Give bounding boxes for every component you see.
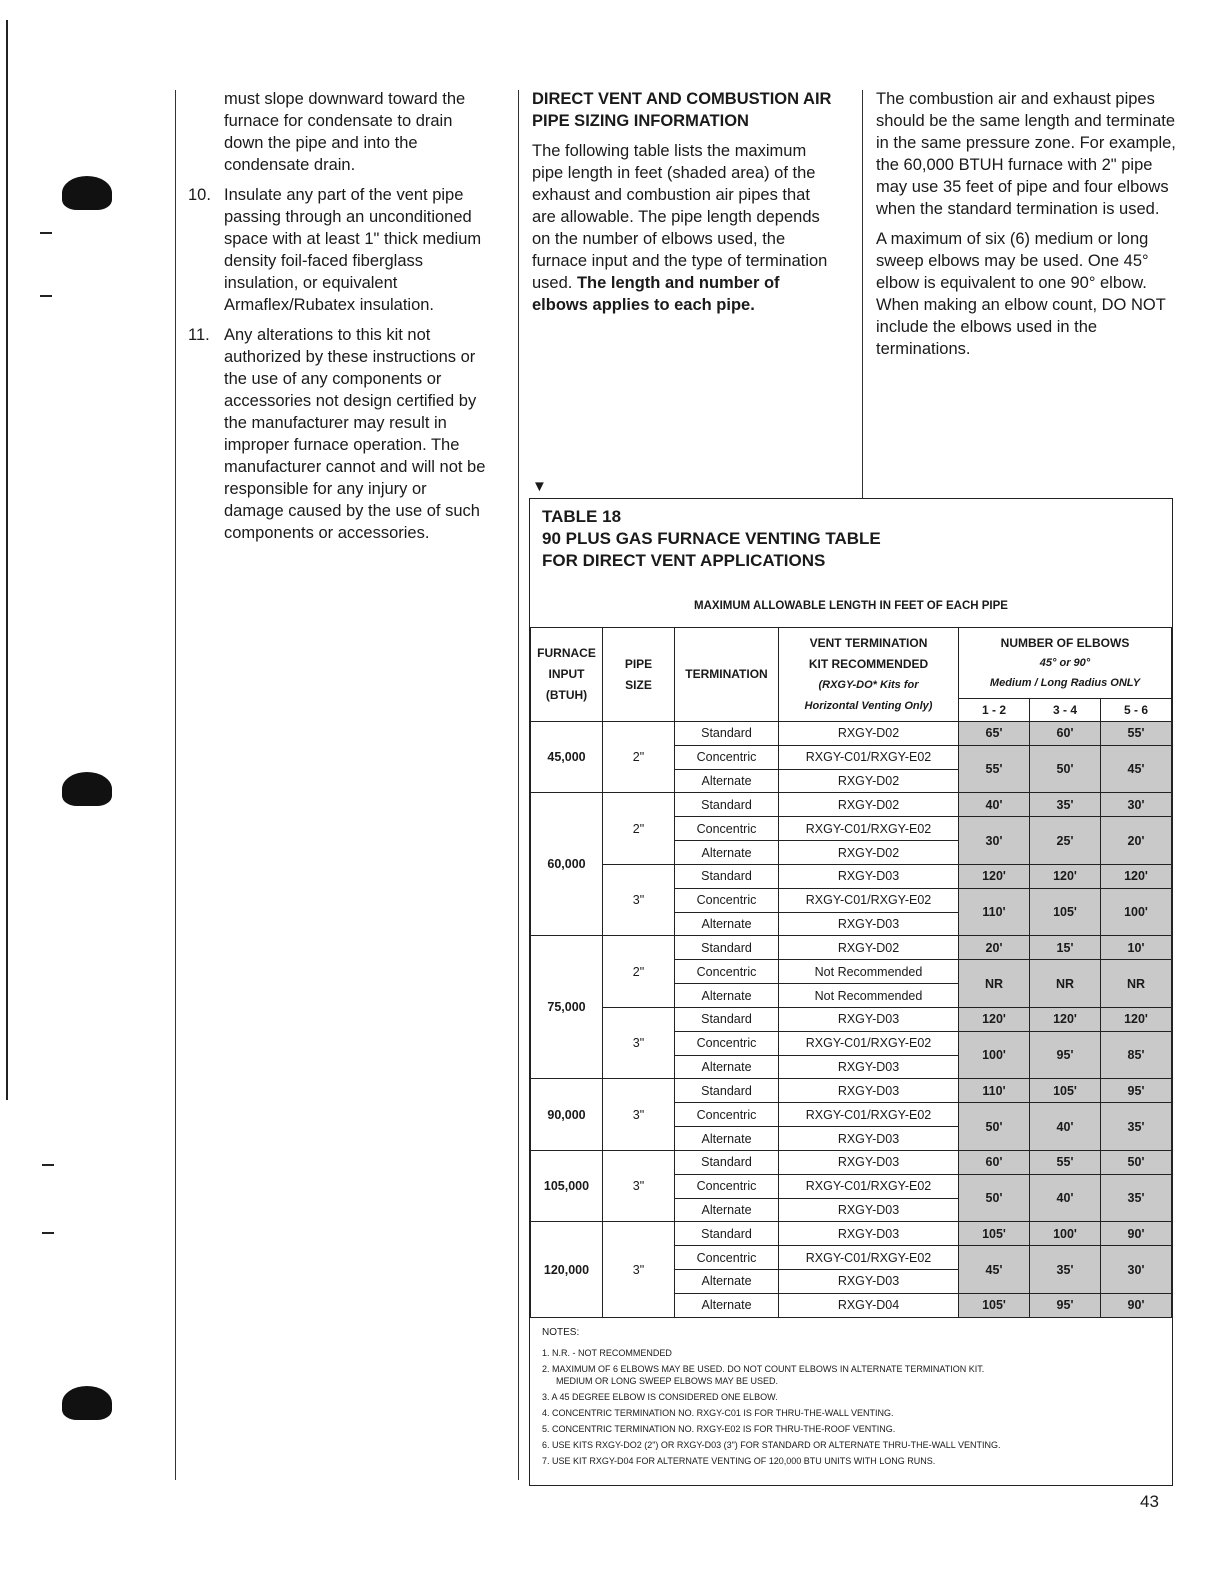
list-item: [188, 184, 486, 316]
termination-cell: Standard: [674, 792, 779, 817]
kit-cell: RXGY-D03: [778, 1055, 959, 1080]
kit-cell: Not Recommended: [778, 959, 959, 984]
elbow-length-value: 110': [958, 888, 1030, 937]
termination-cell: Concentric: [674, 888, 779, 913]
pipe-size-cell: 3": [602, 864, 675, 936]
termination-cell: Alternate: [674, 983, 779, 1008]
termination-cell: Concentric: [674, 816, 779, 841]
elbow-length-value: 105': [1029, 1078, 1101, 1103]
column-rule-left: [175, 90, 176, 1480]
elbow-length-value: 35': [1029, 792, 1101, 817]
elbow-length-value: 20': [958, 935, 1030, 960]
header-line: KIT RECOMMENDED: [808, 656, 929, 671]
header-elbow-range: 5 - 6: [1100, 698, 1172, 722]
elbow-length-value: 85': [1100, 1031, 1172, 1080]
header-line: NUMBER OF ELBOWS: [1000, 636, 1130, 650]
termination-cell: Concentric: [674, 1102, 779, 1127]
header-furnace-input: [530, 627, 603, 722]
page-number: 43: [1140, 1492, 1159, 1511]
note-item: 1. N.R. - NOT RECOMMENDED: [542, 1348, 672, 1358]
termination-cell: Concentric: [674, 959, 779, 984]
note-item: 5. CONCENTRIC TERMINATION NO. RXGY-E02 IS FOR THRU-THE-ROOF VENTING.: [542, 1424, 896, 1434]
right-paragraph-1: The combustion air and exhaust pipes should be the same length and terminate in the same pressure zone. For example, the 60,000 BTUH furnace with 2" pipe may use 35 feet of pipe and four elbows when the standard termination is used.: [876, 90, 1176, 218]
kit-cell: RXGY-C01/RXGY-E02: [778, 888, 959, 913]
termination-cell: Alternate: [674, 1269, 779, 1294]
right-column: [876, 88, 1176, 368]
header-line: TERMINATION: [685, 667, 768, 681]
scan-tick-mark: [42, 1232, 54, 1234]
list-text: Insulate any part of the vent pipe passing through an unconditioned space with at least 1" thick medium density foil-faced fiberglass insulation, or equivalent Armaflex/Rubatex insulation.: [224, 186, 482, 314]
elbow-length-value: 120': [1100, 864, 1172, 889]
header-line: PIPE: [624, 656, 653, 671]
termination-cell: Standard: [674, 1221, 779, 1246]
list-text: Any alterations to this kit not authorized by these instructions or the use of any components or accessories not design certified by the manufacturer may result in improper furnace operation. The manufacturer cannot and will not be responsible for any injury or damage caused by the use of such components or accessories.: [224, 326, 486, 542]
furnace-input-cell: 105,000: [530, 1150, 603, 1222]
elbow-length-value: 120': [1100, 1007, 1172, 1032]
scan-tick-mark: [42, 1164, 54, 1166]
elbow-length-value: 40': [958, 792, 1030, 817]
termination-cell: Alternate: [674, 912, 779, 937]
note-item: 3. A 45 DEGREE ELBOW IS CONSIDERED ONE ELBOW.: [542, 1392, 778, 1402]
elbow-length-value: 110': [958, 1078, 1030, 1103]
kit-cell: RXGY-D02: [778, 792, 959, 817]
elbow-length-value: 25': [1029, 816, 1101, 865]
elbow-length-value: 45': [1100, 745, 1172, 794]
note-item: 4. CONCENTRIC TERMINATION NO. RXGY-C01 IS FOR THRU-THE-WALL VENTING.: [542, 1408, 894, 1418]
elbow-length-value: 55': [958, 745, 1030, 794]
header-line: (RXGY-DO* Kits for: [818, 678, 919, 691]
termination-cell: Concentric: [674, 745, 779, 770]
kit-cell: RXGY-D03: [778, 1150, 959, 1175]
column-rule-middle: [518, 90, 519, 1480]
kit-cell: RXGY-D03: [778, 1221, 959, 1246]
elbow-length-value: 120': [958, 1007, 1030, 1032]
kit-cell: RXGY-D03: [778, 1269, 959, 1294]
pipe-size-cell: 3": [602, 1221, 675, 1317]
elbow-length-value: 50': [1100, 1150, 1172, 1175]
termination-cell: Alternate: [674, 769, 779, 794]
list-number: 11.: [188, 326, 210, 344]
termination-cell: Concentric: [674, 1174, 779, 1199]
elbow-length-value: 45': [958, 1245, 1030, 1294]
termination-cell: Concentric: [674, 1031, 779, 1056]
kit-cell: Not Recommended: [778, 983, 959, 1008]
elbow-length-value: NR: [1100, 959, 1172, 1008]
kit-cell: RXGY-D03: [778, 864, 959, 889]
note-item: 7. USE KIT RXGY-D04 FOR ALTERNATE VENTING OF 120,000 BTU UNITS WITH LONG RUNS.: [542, 1456, 936, 1466]
note-item: MEDIUM OR LONG SWEEP ELBOWS MAY BE USED.: [556, 1376, 779, 1386]
middle-column: [532, 88, 832, 316]
elbow-length-value: 120': [958, 864, 1030, 889]
furnace-input-cell: 60,000: [530, 792, 603, 936]
table-number: TABLE 18: [542, 507, 622, 526]
kit-cell: RXGY-D03: [778, 912, 959, 937]
pipe-size-cell: 3": [602, 1007, 675, 1079]
header-elbows: [958, 627, 1172, 699]
header-line: FURNACE: [537, 646, 596, 660]
table-notes: [542, 1327, 1162, 1471]
note-item: 2. MAXIMUM OF 6 ELBOWS MAY BE USED. DO NOT COUNT ELBOWS IN ALTERNATE TERMINATION KIT.: [542, 1364, 985, 1374]
elbow-length-value: 50': [958, 1102, 1030, 1151]
elbow-length-value: 35': [1100, 1174, 1172, 1223]
intro-paragraph: must slope downward toward the furnace for condensate to drain down the pipe and into the condensate drain.: [224, 90, 466, 174]
elbow-length-value: 95': [1029, 1031, 1101, 1080]
elbow-length-value: 100': [958, 1031, 1030, 1080]
termination-cell: Alternate: [674, 840, 779, 865]
elbow-length-value: NR: [1029, 959, 1101, 1008]
kit-cell: RXGY-D03: [778, 1007, 959, 1032]
header-line: INPUT: [548, 667, 585, 681]
elbow-length-value: 30': [1100, 1245, 1172, 1294]
kit-cell: RXGY-C01/RXGY-E02: [778, 816, 959, 841]
kit-cell: RXGY-D02: [778, 769, 959, 794]
pipe-size-cell: 2": [602, 935, 675, 1007]
scan-tick-mark: [40, 295, 52, 297]
header-line: (BTUH): [545, 688, 588, 702]
pipe-size-cell: 2": [602, 792, 675, 864]
termination-cell: Standard: [674, 1078, 779, 1103]
termination-cell: Concentric: [674, 1245, 779, 1270]
header-pipe-size: [602, 627, 675, 722]
body-bold-text: The length and number of elbows applies to each pipe.: [532, 274, 780, 314]
furnace-input-cell: 75,000: [530, 935, 603, 1079]
kit-cell: RXGY-D03: [778, 1126, 959, 1151]
termination-cell: Alternate: [674, 1055, 779, 1080]
kit-cell: RXGY-D03: [778, 1078, 959, 1103]
punch-hole-mark: [62, 176, 112, 210]
elbow-length-value: 10': [1100, 935, 1172, 960]
elbow-length-value: 30': [958, 816, 1030, 865]
left-column: [188, 88, 486, 552]
elbow-length-value: 60': [958, 1150, 1030, 1175]
termination-cell: Standard: [674, 864, 779, 889]
pipe-size-cell: 2": [602, 721, 675, 793]
punch-hole-mark: [62, 772, 112, 806]
elbow-length-value: 120': [1029, 864, 1101, 889]
right-paragraph-2: A maximum of six (6) medium or long sweep elbows may be used. One 45° elbow is equivalent to one 90° elbow. When making an elbow count, DO NOT include the elbows used in the terminations.: [876, 230, 1166, 358]
elbow-length-value: 90': [1100, 1221, 1172, 1246]
elbow-length-value: 55': [1029, 1150, 1101, 1175]
header-termination: [674, 627, 779, 722]
elbow-length-value: 20': [1100, 816, 1172, 865]
arrow-down-icon: ▼: [532, 478, 547, 495]
elbow-length-value: 105': [958, 1221, 1030, 1246]
header-line: SIZE: [625, 677, 652, 692]
termination-cell: Alternate: [674, 1293, 779, 1318]
header-elbow-range: 1 - 2: [958, 698, 1030, 722]
punch-hole-mark: [62, 1386, 112, 1420]
elbow-length-value: 95': [1029, 1293, 1101, 1318]
header-kit: [778, 627, 959, 722]
elbow-length-value: 105': [1029, 888, 1101, 937]
kit-cell: RXGY-C01/RXGY-E02: [778, 1174, 959, 1199]
termination-cell: Alternate: [674, 1126, 779, 1151]
elbow-length-value: 95': [1100, 1078, 1172, 1103]
kit-cell: RXGY-C01/RXGY-E02: [778, 1031, 959, 1056]
section-body: [532, 140, 832, 316]
furnace-input-cell: 90,000: [530, 1078, 603, 1150]
kit-cell: RXGY-C01/RXGY-E02: [778, 745, 959, 770]
elbow-length-value: 50': [1029, 745, 1101, 794]
elbow-length-value: 105': [958, 1293, 1030, 1318]
column-rule-right: [862, 90, 863, 498]
termination-cell: Standard: [674, 1007, 779, 1032]
elbow-length-value: 90': [1100, 1293, 1172, 1318]
table-title: [542, 506, 1142, 572]
pipe-size-cell: 3": [602, 1150, 675, 1222]
elbow-length-value: 60': [1029, 721, 1101, 746]
elbow-length-value: 120': [1029, 1007, 1101, 1032]
scan-tick-mark: [40, 232, 52, 234]
elbow-length-value: 35': [1100, 1102, 1172, 1151]
venting-table: [530, 627, 1172, 1319]
header-line: Medium / Long Radius ONLY: [989, 677, 1141, 689]
pipe-size-cell: 3": [602, 1078, 675, 1150]
kit-cell: RXGY-D02: [778, 935, 959, 960]
elbow-length-value: 35': [1029, 1245, 1101, 1294]
table-title-line: FOR DIRECT VENT APPLICATIONS: [542, 551, 826, 570]
kit-cell: RXGY-C01/RXGY-E02: [778, 1245, 959, 1270]
notes-label: NOTES:: [542, 1327, 580, 1338]
section-heading: DIRECT VENT AND COMBUSTION AIR PIPE SIZING INFORMATION: [532, 90, 832, 130]
elbow-length-value: 40': [1029, 1102, 1101, 1151]
kit-cell: RXGY-D04: [778, 1293, 959, 1318]
table-caption: MAXIMUM ALLOWABLE LENGTH IN FEET OF EACH PIPE: [694, 600, 1008, 612]
scan-edge-line: [6, 20, 8, 1100]
list-item: [188, 324, 486, 544]
termination-cell: Alternate: [674, 1198, 779, 1223]
header-line: 45° or 90°: [1039, 657, 1091, 669]
elbow-length-value: 50': [958, 1174, 1030, 1223]
header-line: Horizontal Venting Only): [804, 699, 933, 712]
elbow-length-value: 30': [1100, 792, 1172, 817]
elbow-length-value: NR: [958, 959, 1030, 1008]
kit-cell: RXGY-D02: [778, 840, 959, 865]
body-text: The following table lists the maximum pipe length in feet (shaded area) of the exhaust and combustion air pipes that are allowable. The pipe length depends on the number of elbows used, the furnace input and the type of termination used.: [532, 142, 828, 292]
kit-cell: RXGY-D02: [778, 721, 959, 746]
kit-cell: RXGY-D03: [778, 1198, 959, 1223]
header-elbow-range: 3 - 4: [1029, 698, 1101, 722]
table-title-line: 90 PLUS GAS FURNACE VENTING TABLE: [542, 529, 881, 548]
elbow-length-value: 55': [1100, 721, 1172, 746]
furnace-input-cell: 120,000: [530, 1221, 603, 1317]
termination-cell: Standard: [674, 721, 779, 746]
elbow-length-value: 100': [1029, 1221, 1101, 1246]
list-number: 10.: [188, 186, 211, 204]
elbow-length-value: 100': [1100, 888, 1172, 937]
elbow-length-value: 65': [958, 721, 1030, 746]
note-item: 6. USE KITS RXGY-DO2 (2") OR RXGY-D03 (3") FOR STANDARD OR ALTERNATE THRU-THE-WALL VENTING.: [542, 1440, 1001, 1450]
furnace-input-cell: 45,000: [530, 721, 603, 793]
kit-cell: RXGY-C01/RXGY-E02: [778, 1102, 959, 1127]
termination-cell: Standard: [674, 935, 779, 960]
header-line: VENT TERMINATION: [809, 635, 928, 650]
elbow-length-value: 40': [1029, 1174, 1101, 1223]
termination-cell: Standard: [674, 1150, 779, 1175]
elbow-length-value: 15': [1029, 935, 1101, 960]
